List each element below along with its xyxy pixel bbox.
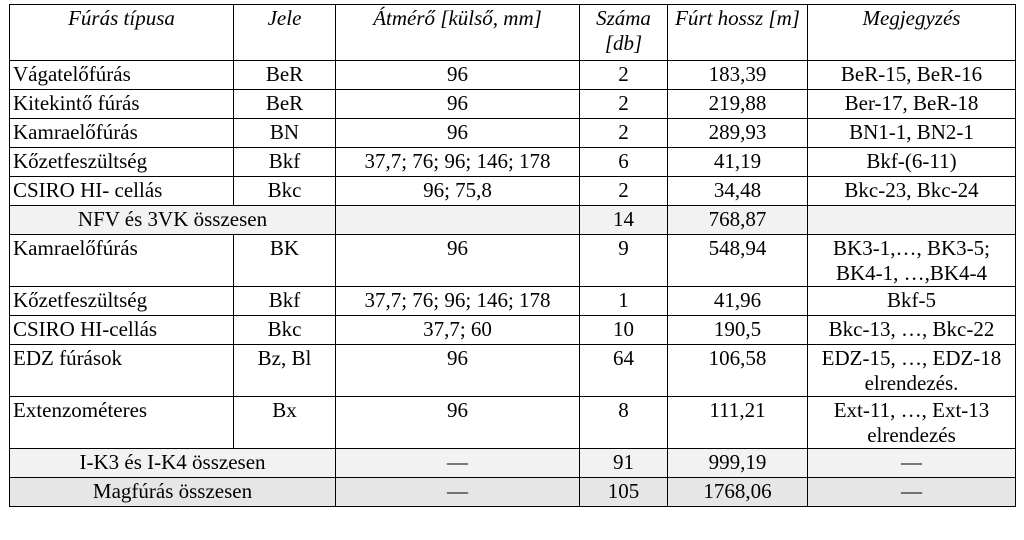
cell-remark: Bkc-13, …, Bkc-22 <box>808 316 1016 345</box>
cell-diameter: 37,7; 60 <box>336 316 580 345</box>
cell-diameter: — <box>336 449 580 478</box>
cell-diameter: 96 <box>336 119 580 148</box>
cell-remark: EDZ-15, …, EDZ-18 elrendezés. <box>808 345 1016 397</box>
cell-drilled-length: 106,58 <box>668 345 808 397</box>
cell-code: Bkc <box>234 177 336 206</box>
cell-count: 2 <box>580 61 668 90</box>
cell-count: 10 <box>580 316 668 345</box>
header-row <box>10 5 1016 61</box>
cell-remark: — <box>808 449 1016 478</box>
cell-count: 64 <box>580 345 668 397</box>
cell-diameter: 37,7; 76; 96; 146; 178 <box>336 287 580 316</box>
cell-drilled-length: 34,48 <box>668 177 808 206</box>
cell-count: 2 <box>580 119 668 148</box>
cell-code: Bx <box>234 397 336 449</box>
cell-drilled-length: 1768,06 <box>668 478 808 507</box>
cell-code: Bkf <box>234 148 336 177</box>
cell-code: Bz, Bl <box>234 345 336 397</box>
table-row <box>10 148 1016 177</box>
cell-drilling-type: EDZ fúrások <box>10 345 234 397</box>
cell-drilled-length: 999,19 <box>668 449 808 478</box>
header-diameter: Átmérő [külső, mm] <box>336 5 580 61</box>
table-row <box>10 119 1016 148</box>
cell-count: 8 <box>580 397 668 449</box>
table-row <box>10 177 1016 206</box>
cell-remark: BeR-15, BeR-16 <box>808 61 1016 90</box>
cell-drilled-length: 768,87 <box>668 206 808 235</box>
cell-drilled-length: 548,94 <box>668 235 808 287</box>
cell-remark: — <box>808 478 1016 507</box>
cell-remark: Ber-17, BeR-18 <box>808 90 1016 119</box>
table-header <box>10 5 1016 61</box>
cell-code: BN <box>234 119 336 148</box>
cell-remark: Bkf-5 <box>808 287 1016 316</box>
cell-code: Bkc <box>234 316 336 345</box>
header-remark: Megjegyzés <box>808 5 1016 61</box>
cell-diameter: 96 <box>336 345 580 397</box>
cell-diameter: 96 <box>336 235 580 287</box>
cell-drilled-length: 190,5 <box>668 316 808 345</box>
cell-drilling-type: Kőzetfeszültség <box>10 148 234 177</box>
table-row <box>10 316 1016 345</box>
drilling-table-container <box>9 4 1016 507</box>
cell-diameter: 96 <box>336 61 580 90</box>
header-count: Száma [db] <box>580 5 668 61</box>
cell-code: BeR <box>234 61 336 90</box>
cell-code: BK <box>234 235 336 287</box>
header-code: Jele <box>234 5 336 61</box>
cell-diameter: 96 <box>336 90 580 119</box>
cell-diameter: — <box>336 478 580 507</box>
grand-total-row <box>10 478 1016 507</box>
cell-code: BeR <box>234 90 336 119</box>
cell-remark: Bkc-23, Bkc-24 <box>808 177 1016 206</box>
subtotal-row <box>10 449 1016 478</box>
table-row <box>10 287 1016 316</box>
cell-count: 2 <box>580 90 668 119</box>
table-row <box>10 345 1016 397</box>
cell-remark: BN1-1, BN2-1 <box>808 119 1016 148</box>
cell-count: 14 <box>580 206 668 235</box>
cell-diameter: 96; 75,8 <box>336 177 580 206</box>
cell-drilling-type: Kamraelőfúrás <box>10 235 234 287</box>
cell-diameter <box>336 206 580 235</box>
subtotal-row <box>10 206 1016 235</box>
cell-remark: Bkf-(6-11) <box>808 148 1016 177</box>
cell-remark: Ext-11, …, Ext-13 elrendezés <box>808 397 1016 449</box>
cell-total-label: I-K3 és I-K4 összesen <box>10 449 336 478</box>
cell-drilling-type: Kitekintő fúrás <box>10 90 234 119</box>
cell-drilled-length: 41,19 <box>668 148 808 177</box>
table-row <box>10 90 1016 119</box>
cell-drilling-type: Kamraelőfúrás <box>10 119 234 148</box>
cell-code: Bkf <box>234 287 336 316</box>
header-drilled-length: Fúrt hossz [m] <box>668 5 808 61</box>
cell-diameter: 96 <box>336 397 580 449</box>
cell-count: 9 <box>580 235 668 287</box>
table-row <box>10 397 1016 449</box>
cell-drilling-type: Extenzométeres <box>10 397 234 449</box>
cell-count: 2 <box>580 177 668 206</box>
cell-diameter: 37,7; 76; 96; 146; 178 <box>336 148 580 177</box>
drilling-table <box>9 4 1016 507</box>
cell-count: 91 <box>580 449 668 478</box>
cell-drilling-type: CSIRO HI- cellás <box>10 177 234 206</box>
table-body <box>10 61 1016 507</box>
table-row <box>10 235 1016 287</box>
header-drilling-type: Fúrás típusa <box>10 5 234 61</box>
cell-drilled-length: 289,93 <box>668 119 808 148</box>
cell-count: 1 <box>580 287 668 316</box>
cell-drilling-type: CSIRO HI-cellás <box>10 316 234 345</box>
table-row <box>10 61 1016 90</box>
cell-count: 105 <box>580 478 668 507</box>
cell-remark: BK3-1,…, BK3-5; BK4-1, …,BK4-4 <box>808 235 1016 287</box>
cell-drilling-type: Kőzetfeszültség <box>10 287 234 316</box>
cell-drilled-length: 41,96 <box>668 287 808 316</box>
cell-drilled-length: 111,21 <box>668 397 808 449</box>
cell-remark <box>808 206 1016 235</box>
cell-count: 6 <box>580 148 668 177</box>
cell-drilled-length: 219,88 <box>668 90 808 119</box>
cell-total-label: NFV és 3VK összesen <box>10 206 336 235</box>
cell-total-label: Magfúrás összesen <box>10 478 336 507</box>
cell-drilled-length: 183,39 <box>668 61 808 90</box>
cell-drilling-type: Vágatelőfúrás <box>10 61 234 90</box>
